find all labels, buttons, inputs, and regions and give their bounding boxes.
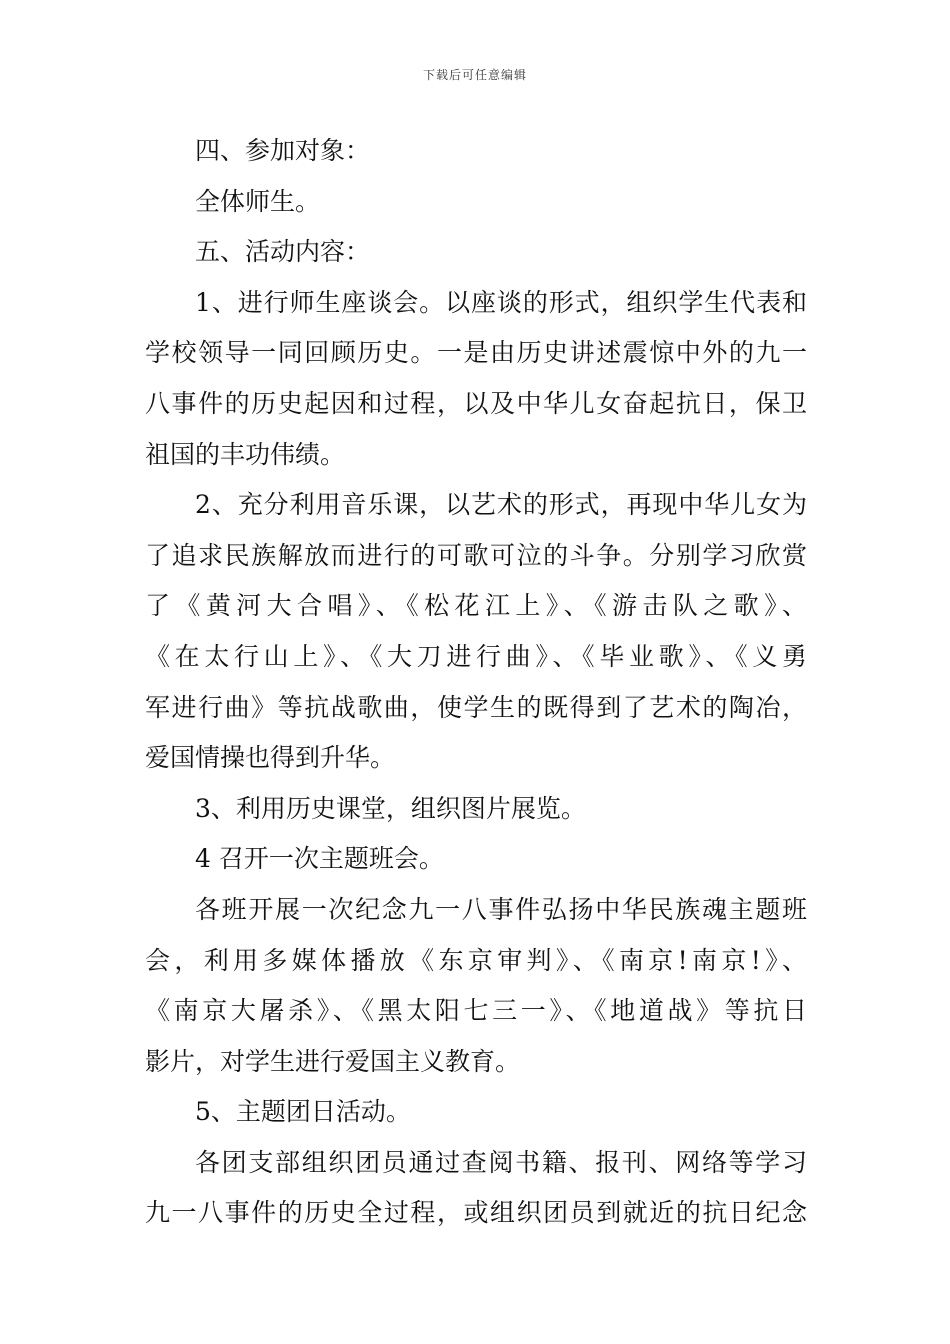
text-line: 军进行曲》等抗战歌曲，使学生的既得到了艺术的陶冶， [145, 692, 807, 722]
text-line: 各团支部组织团员通过查阅书籍、报刊、网络等学习 [195, 1147, 807, 1177]
text-line: 五、活动内容： [195, 237, 371, 267]
text-line: 了追求民族解放而进行的可歌可泣的斗争。分别学习欣赏 [145, 540, 807, 570]
text-line: 学校领导一同回顾历史。一是由历史讲述震惊中外的九一 [145, 338, 807, 368]
text-line: 爱国情操也得到升华。 [145, 743, 396, 773]
text-line: 祖国的丰功伟绩。 [145, 439, 346, 469]
text-line: 全体师生。 [195, 186, 321, 216]
text-line: 影片，对学生进行爱国主义教育。 [145, 1046, 521, 1076]
text-line: 《南京大屠杀》、《黑太阳七三一》、《地道战》等抗日 [145, 996, 807, 1026]
text-line: 《在太行山上》、《大刀进行曲》、《毕业歌》、《义勇 [145, 641, 807, 671]
text-line: 3、利用历史课堂，组织图片展览。 [195, 793, 586, 823]
text-line: 5、主题团日活动。 [195, 1097, 411, 1127]
text-line: 九一八事件的历史全过程，或组织团员到就近的抗日纪念 [145, 1198, 807, 1228]
text-line: 了《黄河大合唱》、《松花江上》、《游击队之歌》、 [145, 591, 807, 621]
text-line: 会，利用多媒体播放《东京审判》、《南京!南京!》、 [145, 945, 807, 975]
text-line: 八事件的历史起因和过程，以及中华儿女奋起抗日，保卫 [145, 388, 807, 418]
document-body [145, 126, 807, 1239]
text-line: 四、参加对象： [195, 136, 371, 165]
text-line: 2、充分利用音乐课，以艺术的形式，再现中华儿女为 [195, 490, 807, 520]
text-line: 1、进行师生座谈会。以座谈的形式，组织学生代表和 [195, 287, 807, 317]
text-line: 各班开展一次纪念九一八事件弘扬中华民族魂主题班 [195, 894, 807, 924]
page-header: 下载后可任意编辑 [422, 68, 527, 82]
text-line: 4 召开一次主题班会。 [195, 844, 444, 874]
